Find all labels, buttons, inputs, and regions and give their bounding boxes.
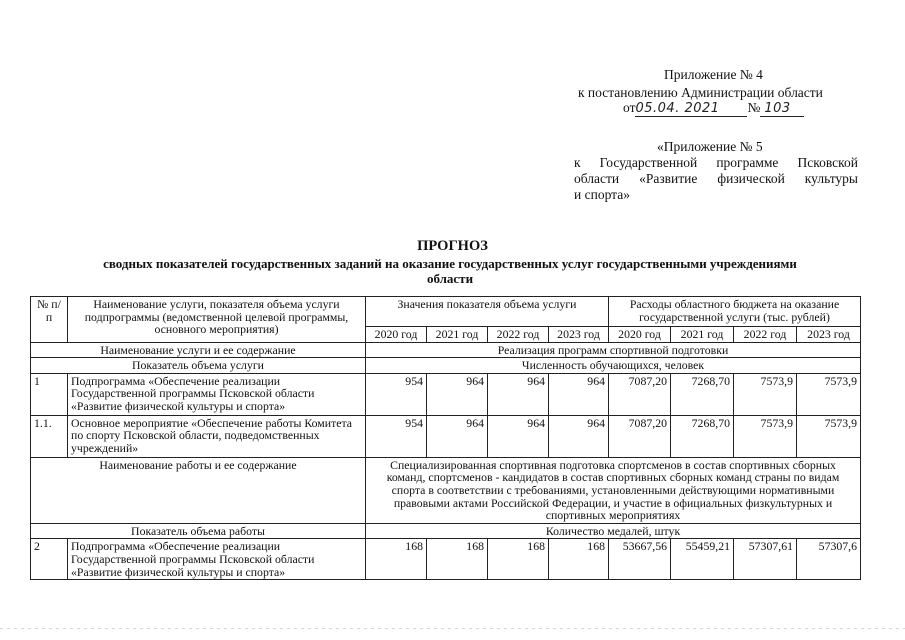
section2-indicator-value: Количество медалей, штук <box>366 523 861 539</box>
row-expense: 7573,9 <box>797 415 861 457</box>
quoted-appendix-title: «Приложение № 5 <box>657 139 763 154</box>
row-expense: 7268,70 <box>671 373 734 415</box>
section1-indicator-value: Численность обучающихся, человек <box>366 358 861 374</box>
row-value: 954 <box>366 373 427 415</box>
document-title: ПРОГНОЗ <box>417 238 488 254</box>
row-value: 168 <box>366 539 427 580</box>
appendix-decree-line: к постановлению Администрации области <box>578 85 823 100</box>
row-expense: 7268,70 <box>671 415 734 457</box>
table-row <box>31 539 861 580</box>
row-expense: 57307,6 <box>797 539 861 580</box>
row-value: 964 <box>549 373 609 415</box>
quoted-appendix-line4: и спорта» <box>574 187 630 202</box>
table-row <box>31 415 861 457</box>
number-prefix: № <box>747 100 761 115</box>
row-value: 964 <box>427 373 488 415</box>
scan-edge-dotted-line <box>0 628 905 629</box>
section1-indicator-label: Показатель объема услуги <box>31 358 366 374</box>
row-expense: 7573,9 <box>734 415 797 457</box>
row-expense: 7087,20 <box>609 415 671 457</box>
header-year: 2022 год <box>488 327 549 343</box>
row-expense: 55459,21 <box>671 539 734 580</box>
header-year: 2023 год <box>549 327 609 343</box>
row-value: 964 <box>488 373 549 415</box>
row-name: Подпрограмма «Обеспечение реализации Государственной программы Псковской области «Развитие физической культуры и спорта» <box>68 373 366 415</box>
header-values-group: Значения показателя объема услуги <box>366 297 609 327</box>
header-year: 2023 год <box>797 327 861 343</box>
header-year: 2020 год <box>366 327 427 343</box>
header-name: Наименование услуги, показателя объема услуги подпрограммы (ведомственной целевой программы, основного мероприятия) <box>68 297 366 343</box>
section1-label: Наименование услуги и ее содержание <box>31 342 366 358</box>
table-row <box>31 373 861 415</box>
document-subtitle-line1: сводных показателей государственных заданий на оказание государственных услуг государственными учреждениями <box>103 256 797 271</box>
row-name: Подпрограмма «Обеспечение реализации Государственной программы Псковской области «Развитие физической культуры и спорта» <box>68 539 366 580</box>
appendix-date-line <box>623 100 804 117</box>
section2-value: Специализированная спортивная подготовка спортсменов в состав спортивных сборных команд, спортсменов - кандидатов в состав спортивных сборных команд страны по видам спорта в соответствии с требованиями, установленными действующими нормативными правовыми актами Российской Федерации, и участие в официальных физкультурных и спортивных мероприятиях <box>366 457 861 523</box>
section2-indicator-label: Показатель объема работы <box>31 523 366 539</box>
row-value: 168 <box>488 539 549 580</box>
section2-label: Наименование работы и ее содержание <box>31 457 366 523</box>
date-prefix: от <box>623 100 636 115</box>
header-year: 2021 год <box>671 327 734 343</box>
row-expense: 7573,9 <box>734 373 797 415</box>
row-value: 964 <box>488 415 549 457</box>
row-num: 1.1. <box>31 415 68 457</box>
row-num: 1 <box>31 373 68 415</box>
row-expense: 7087,20 <box>609 373 671 415</box>
row-expense: 7573,9 <box>797 373 861 415</box>
row-value: 168 <box>549 539 609 580</box>
quoted-appendix-line2: к Государственной программе Псковской <box>574 155 858 170</box>
header-year: 2020 год <box>609 327 671 343</box>
handwritten-date: 05.04. 2021 <box>635 101 747 117</box>
row-value: 964 <box>427 415 488 457</box>
header-num: № п/п <box>31 297 68 343</box>
header-expenses-group: Расходы областного бюджета на оказание государственной услуги (тыс. рублей) <box>609 297 861 327</box>
row-value: 954 <box>366 415 427 457</box>
row-value: 964 <box>549 415 609 457</box>
row-num: 2 <box>31 539 68 580</box>
document-subtitle-line2: области <box>426 271 474 286</box>
row-name: Основное мероприятие «Обеспечение работы Комитета по спорту Псковской области, подведомственных учреждений» <box>68 415 366 457</box>
forecast-table <box>30 296 861 580</box>
section1-value: Реализация программ спортивной подготовки <box>366 342 861 358</box>
handwritten-number: 103 <box>760 101 804 117</box>
row-value: 168 <box>427 539 488 580</box>
quoted-appendix-line3: области «Развитие физической культуры <box>574 171 858 186</box>
row-expense: 53667,56 <box>609 539 671 580</box>
row-expense: 57307,61 <box>734 539 797 580</box>
header-year: 2022 год <box>734 327 797 343</box>
header-year: 2021 год <box>427 327 488 343</box>
appendix-title: Приложение № 4 <box>664 67 763 82</box>
